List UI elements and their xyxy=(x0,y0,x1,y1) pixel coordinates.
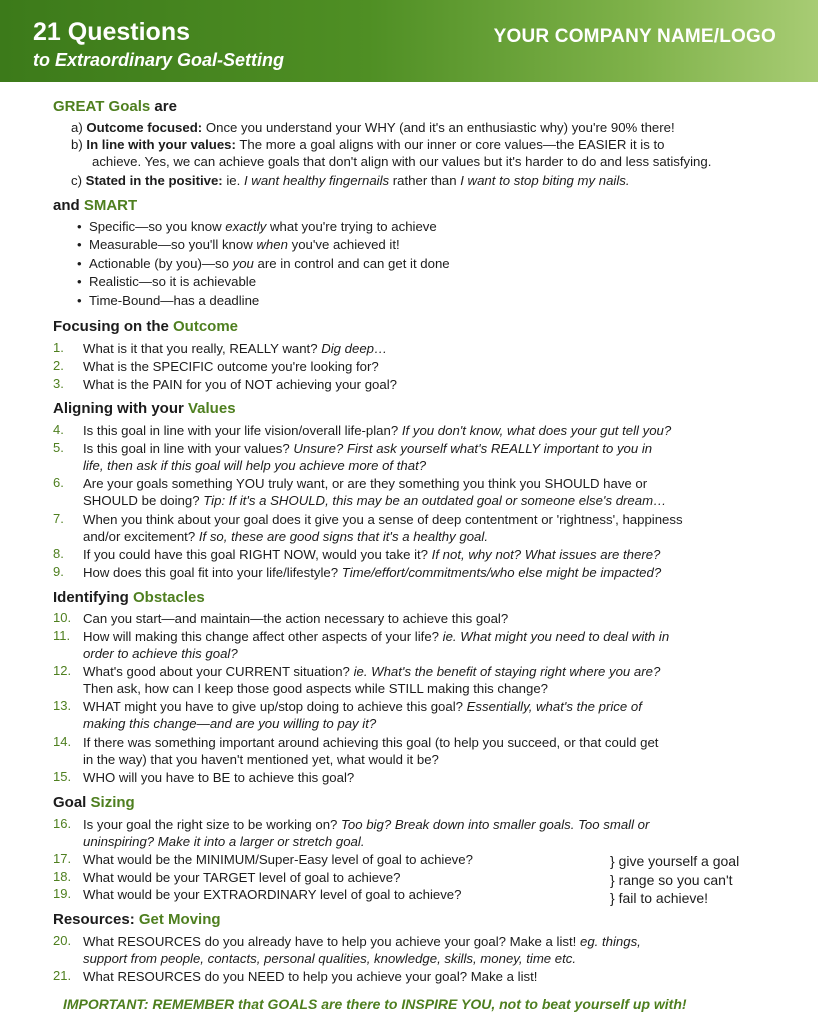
question-number: 18. xyxy=(53,869,72,884)
question-4: Is this goal in line with your life vision/overall life-plan? If you don't know, what does your gut tell you? xyxy=(83,423,672,438)
great-item-c: c) Stated in the positive: ie. I want healthy fingernails rather than I want to stop biting my nails. xyxy=(71,173,630,188)
section-heading-outcome: Focusing on the Outcome xyxy=(53,318,239,335)
question-18: What would be your TARGET level of goal to achieve? xyxy=(83,870,401,885)
great-item-b-cont: achieve. Yes, we can achieve goals that don't align with our values but it's harder to do and less satisfying. xyxy=(92,154,712,169)
question-15: WHO will you have to BE to achieve this goal? xyxy=(83,770,355,785)
great-item-a: a) Outcome focused: Once you understand your WHY (and it's an enthusiastic why) you're 90% there! xyxy=(71,120,675,135)
question-number: 1. xyxy=(53,340,64,355)
question-number: 8. xyxy=(53,546,64,561)
section-heading-smart: and SMART xyxy=(53,197,138,214)
question-10: Can you start—and maintain—the action necessary to achieve this goal? xyxy=(83,611,509,626)
question-2: What is the SPECIFIC outcome you're looking for? xyxy=(83,359,379,374)
smart-item-actionable: • Actionable (by you)—so you are in control and can get it done xyxy=(77,256,450,271)
question-13: WHAT might you have to give up/stop doing to achieve this goal? Essentially, what's the price of xyxy=(83,699,642,714)
header-banner xyxy=(0,0,818,82)
question-number: 11. xyxy=(53,628,71,643)
question-14: If there was something important around achieving this goal (to help you succeed, or that could get xyxy=(83,735,659,750)
goal-range-note-1: } give yourself a goal xyxy=(610,853,740,869)
section-heading-values: Aligning with your Values xyxy=(53,400,236,417)
question-number: 3. xyxy=(53,376,64,391)
question-number: 2. xyxy=(53,358,64,373)
question-6: Are your goals something YOU truly want, or are they something you think you SHOULD have or xyxy=(83,476,648,491)
question-16: Is your goal the right size to be working on? Too big? Break down into smaller goals. Too small or xyxy=(83,817,650,832)
question-3: What is the PAIN for you of NOT achieving your goal? xyxy=(83,377,397,392)
question-7-cont: and/or excitement? If so, these are good signs that it's a healthy goal. xyxy=(83,529,488,544)
question-16-cont: uninspiring? Make it into a larger or stretch goal. xyxy=(83,834,365,849)
great-item-b: b) In line with your values: The more a goal aligns with our inner or core values—the EASIER it is to xyxy=(71,137,665,152)
question-8: If you could have this goal RIGHT NOW, would you take it? If not, why not? What issues are there? xyxy=(83,547,661,562)
question-number: 12. xyxy=(53,663,72,678)
question-number: 6. xyxy=(53,475,64,490)
smart-item-specific: • Specific—so you know exactly what you're trying to achieve xyxy=(77,219,437,234)
question-6-cont: SHOULD be doing? Tip: If it's a SHOULD, this may be an outdated goal or someone else's dream… xyxy=(83,493,667,508)
question-11: How will making this change affect other aspects of your life? ie. What might you need to deal with in xyxy=(83,629,670,644)
question-11-cont: order to achieve this goal? xyxy=(83,646,238,661)
company-logo-text: YOUR COMPANY NAME/LOGO xyxy=(493,26,776,47)
question-number: 10. xyxy=(53,610,72,625)
question-19: What would be your EXTRAORDINARY level of goal to achieve? xyxy=(83,887,462,902)
question-14-cont: in the way) that you haven't mentioned yet, what would it be? xyxy=(83,752,439,767)
question-number: 15. xyxy=(53,769,72,784)
question-number: 13. xyxy=(53,698,72,713)
footer-important-note: IMPORTANT: REMEMBER that GOALS are there to INSPIRE YOU, not to beat yourself up with! xyxy=(63,996,687,1012)
page-title: 21 Questions xyxy=(33,18,190,46)
section-heading-resources: Resources: Get Moving xyxy=(53,911,221,928)
question-number: 21. xyxy=(53,968,72,983)
section-heading-great: GREAT Goals are xyxy=(53,98,177,115)
question-20-cont: support from people, contacts, personal qualities, knowledge, skills, money, time etc. xyxy=(83,951,577,966)
section-heading-obstacles: Identifying Obstacles xyxy=(53,589,205,606)
question-7: When you think about your goal does it give you a sense of deep contentment or 'rightness', happiness xyxy=(83,512,683,527)
question-13-cont: making this change—and are you willing to pay it? xyxy=(83,716,377,731)
question-20: What RESOURCES do you already have to help you achieve your goal? Make a list! eg. things, xyxy=(83,934,641,949)
question-5: Is this goal in line with your values? Unsure? First ask yourself what's REALLY important to you in xyxy=(83,441,653,456)
question-21: What RESOURCES do you NEED to help you achieve your goal? Make a list! xyxy=(83,969,538,984)
question-9: How does this goal fit into your life/lifestyle? Time/effort/commitments/who else might be impacted? xyxy=(83,565,662,580)
question-number: 20. xyxy=(53,933,72,948)
section-heading-sizing: Goal Sizing xyxy=(53,794,135,811)
question-5-cont: life, then ask if this goal will help you achieve more of that? xyxy=(83,458,427,473)
question-12-cont: Then ask, how can I keep those good aspects while STILL making this change? xyxy=(83,681,549,696)
smart-item-realistic: • Realistic—so it is achievable xyxy=(77,274,257,289)
question-number: 7. xyxy=(53,511,64,526)
question-number: 16. xyxy=(53,816,72,831)
question-12: What's good about your CURRENT situation? ie. What's the benefit of staying right where you are? xyxy=(83,664,661,679)
smart-item-measurable: • Measurable—so you'll know when you've achieved it! xyxy=(77,237,400,252)
page-subtitle: to Extraordinary Goal-Setting xyxy=(33,50,285,70)
goal-range-note-3: } fail to achieve! xyxy=(610,890,709,906)
question-1: What is it that you really, REALLY want? Dig deep… xyxy=(83,341,388,356)
question-number: 5. xyxy=(53,440,64,455)
question-number: 14. xyxy=(53,734,72,749)
question-number: 4. xyxy=(53,422,64,437)
question-number: 17. xyxy=(53,851,72,866)
question-17: What would be the MINIMUM/Super-Easy level of goal to achieve? xyxy=(83,852,473,867)
smart-item-timebound: • Time-Bound—has a deadline xyxy=(77,293,260,308)
question-number: 9. xyxy=(53,564,64,579)
question-number: 19. xyxy=(53,886,72,901)
goal-range-note-2: } range so you can't xyxy=(610,872,733,888)
